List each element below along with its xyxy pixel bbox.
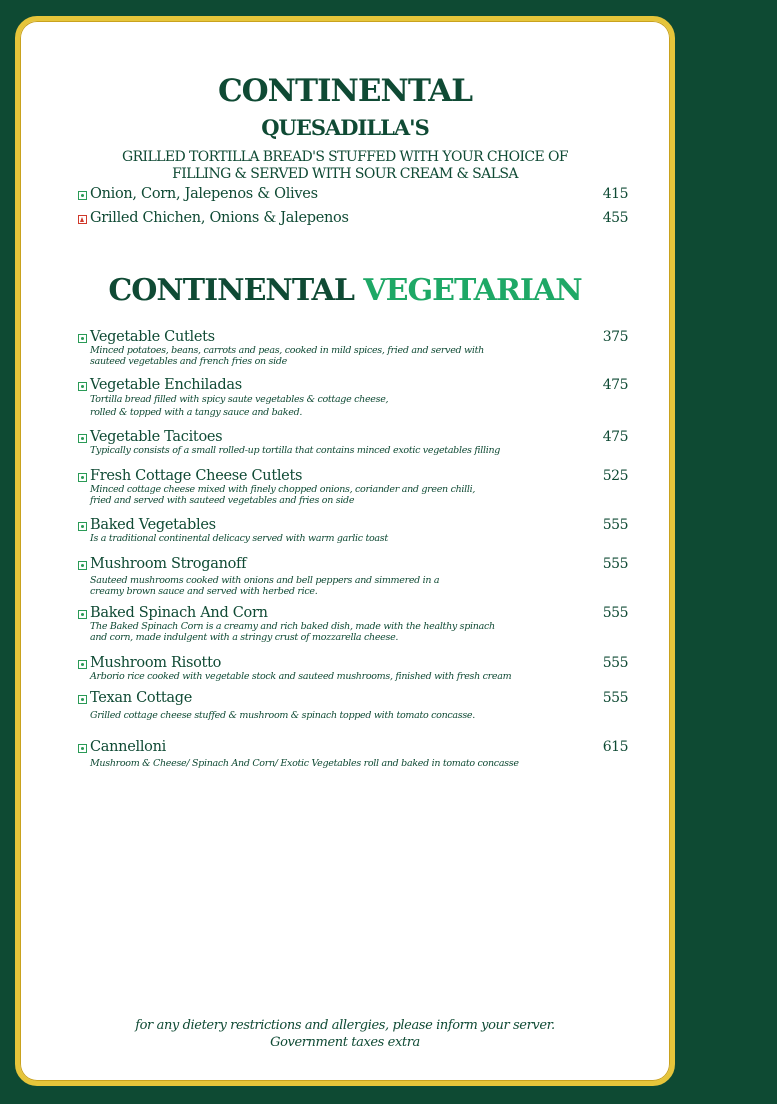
menu-item xyxy=(78,377,628,419)
item-description: Minced potatoes, beans, carrots and peas, cooked in mild spices, fried and served with sauteed vegetables and french fries on side xyxy=(90,345,484,367)
menu-item xyxy=(78,605,628,643)
item-name: Onion, Corn, Jalepenos & Olives xyxy=(90,186,318,202)
section-subtitle: QUESADILLA'S xyxy=(261,115,429,140)
veg-icon xyxy=(78,695,87,704)
menu-item xyxy=(78,739,628,769)
menu-item xyxy=(78,186,628,206)
item-name: Grilled Chichen, Onions & Jalepenos xyxy=(90,210,349,226)
item-description: Typically consists of a small rolled-up tortilla that contains minced exotic vegetables filling xyxy=(90,445,501,456)
menu-item xyxy=(78,429,628,456)
item-price: 555 xyxy=(602,556,628,572)
item-name: Baked Spinach And Corn xyxy=(90,605,268,621)
item-price: 555 xyxy=(602,690,628,706)
item-description: Sauteed mushrooms cooked with onions and bell peppers and simmered in a creamy brown sauce and served with herbed rice. xyxy=(90,575,440,597)
item-price: 415 xyxy=(602,186,628,202)
item-price: 455 xyxy=(602,210,628,226)
item-price: 475 xyxy=(602,429,628,445)
veg-icon xyxy=(78,610,87,619)
menu-item xyxy=(78,517,628,544)
menu-item xyxy=(78,556,628,597)
section-title: CONTINENTAL xyxy=(217,73,473,109)
menu-item xyxy=(78,655,628,682)
item-name: Cannelloni xyxy=(90,739,166,755)
item-name: Texan Cottage xyxy=(90,690,192,706)
item-description: Mushroom & Cheese/ Spinach And Corn/ Exotic Vegetables roll and baked in tomato concasse xyxy=(90,758,519,769)
item-name: Vegetable Tacitoes xyxy=(90,429,223,445)
veg-icon xyxy=(78,382,87,391)
menu-item xyxy=(78,468,628,506)
item-name: Fresh Cottage Cheese Cutlets xyxy=(90,468,303,484)
item-name: Vegetable Cutlets xyxy=(90,329,215,345)
item-price: 615 xyxy=(602,739,628,755)
footer-tax-note: Government taxes extra xyxy=(270,1035,420,1050)
item-description: Tortilla bread filled with spicy saute vegetables & cottage cheese, rolled & topped with a tangy sauce and baked. xyxy=(90,394,389,418)
item-name: Mushroom Stroganoff xyxy=(90,556,247,572)
item-price: 555 xyxy=(602,655,628,671)
veg-icon xyxy=(78,434,87,443)
nonveg-icon xyxy=(78,215,87,224)
veg-icon xyxy=(78,522,87,531)
veg-icon xyxy=(78,191,87,200)
menu-page xyxy=(15,16,675,1086)
item-description: Arborio rice cooked with vegetable stock and sauteed mushrooms, finished with fresh cream xyxy=(90,671,512,682)
item-description: Is a traditional continental delicacy served with warm garlic toast xyxy=(90,533,388,544)
veg-icon xyxy=(78,334,87,343)
title-accent: VEGETARIAN xyxy=(363,273,582,308)
menu-item xyxy=(78,690,628,721)
item-name: Baked Vegetables xyxy=(90,517,216,533)
item-name: Vegetable Enchiladas xyxy=(90,377,242,393)
item-description: Grilled cottage cheese stuffed & mushroom & spinach topped with tomato concasse. xyxy=(90,710,475,721)
veg-icon xyxy=(78,473,87,482)
veg-icon xyxy=(78,660,87,669)
veg-icon xyxy=(78,561,87,570)
item-name: Mushroom Risotto xyxy=(90,655,222,671)
footer-allergy-note: for any dietery restrictions and allergies, please inform your server. xyxy=(135,1018,555,1033)
item-price: 555 xyxy=(602,517,628,533)
item-price: 375 xyxy=(602,329,628,345)
item-price: 475 xyxy=(602,377,628,393)
section-tagline: GRILLED TORTILLA BREAD'S STUFFED WITH YOUR CHOICE OF FILLING & SERVED WITH SOUR CREAM & SALSA xyxy=(122,149,568,182)
veg-icon xyxy=(78,744,87,753)
section-title-vegetarian xyxy=(20,273,670,308)
item-price: 555 xyxy=(602,605,628,621)
menu-item xyxy=(78,329,628,367)
item-description: Minced cottage cheese mixed with finely chopped onions, coriander and green chilli, fried and served with sauteed vegetables and fries on side xyxy=(90,484,476,506)
item-price: 525 xyxy=(602,468,628,484)
menu-item xyxy=(78,210,628,230)
item-description: The Baked Spinach Corn is a creamy and rich baked dish, made with the healthy spinach and corn, made indulgent with a stringy crust of mozzarella cheese. xyxy=(90,621,495,643)
title-main: CONTINENTAL xyxy=(108,273,364,308)
